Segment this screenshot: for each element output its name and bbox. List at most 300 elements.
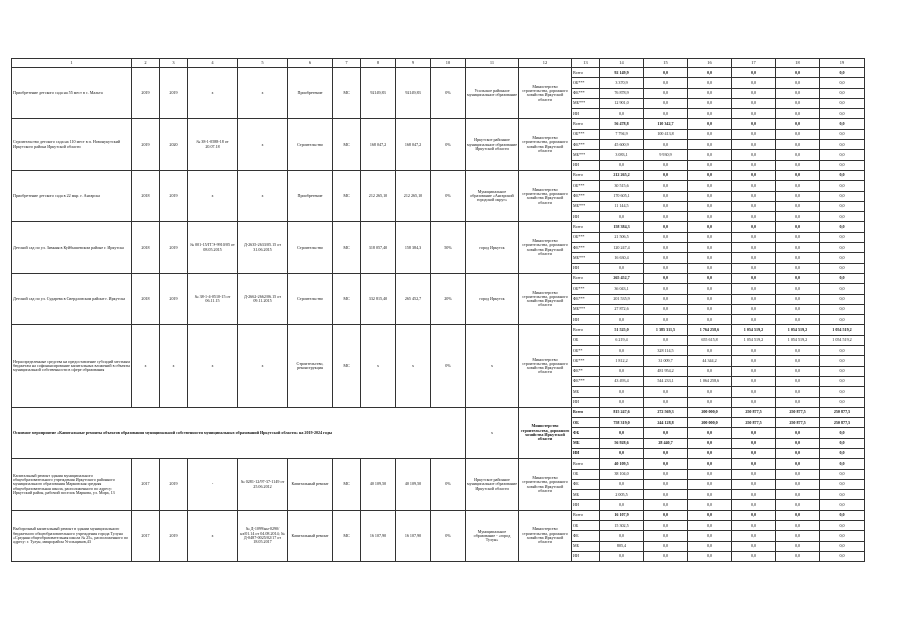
amount-cell: 0,0 <box>776 232 820 242</box>
amount-cell: 0,0 <box>776 181 820 191</box>
amount-cell: 0,0 <box>820 397 865 407</box>
amount-cell: 0,0 <box>820 129 865 139</box>
object-attribute: 0% <box>431 459 466 510</box>
amount-cell: 0,0 <box>644 469 688 479</box>
amount-cell: 0,0 <box>776 438 820 448</box>
amount-cell: 0,0 <box>688 109 732 119</box>
object-name: Детский сад по ул. Сударева в Свердловском районе г. Иркутска <box>12 273 132 324</box>
amount-cell: 0,0 <box>732 201 776 211</box>
funding-source: ИИ <box>572 315 600 325</box>
amount-cell: 0,0 <box>776 448 820 458</box>
amount-cell: 0,0 <box>820 428 865 438</box>
column-number: 6 <box>288 59 333 68</box>
object-attribute: 2019 <box>160 510 188 561</box>
amount-cell: 272 569,3 <box>644 407 688 417</box>
object-attribute: 40 109,50 <box>396 459 431 510</box>
column-number: 5 <box>238 59 288 68</box>
funding-source: МБ <box>572 438 600 448</box>
object-attribute: Приобретение <box>288 68 333 119</box>
amount-cell: 0,0 <box>776 479 820 489</box>
amount-cell: 0,0 <box>688 253 732 263</box>
funding-source: ФБ <box>572 531 600 541</box>
funding-source: МБ <box>572 541 600 551</box>
object-attribute: x <box>238 170 288 221</box>
section-row <box>12 407 865 417</box>
amount-cell: 0,0 <box>776 222 820 232</box>
object-attribute: Министерство строительства, дорожного хозяйства Иркутской области <box>519 68 572 119</box>
amount-cell: 0,0 <box>776 109 820 119</box>
object-name: Приобретение детского сада в 22 мкр. г. Ангарска <box>12 170 132 221</box>
amount-cell: 0,0 <box>600 479 644 489</box>
funding-source: ФБ** <box>572 366 600 376</box>
column-number: 13 <box>572 59 600 68</box>
amount-cell: 0,0 <box>820 201 865 211</box>
amount-cell: 0,0 <box>732 119 776 129</box>
object-attribute: x <box>466 325 519 407</box>
object-attribute: МС <box>333 273 361 324</box>
amount-cell: 0,0 <box>732 212 776 222</box>
object-attribute: Иркутское районное муниципальное образование Иркутской области <box>466 459 519 510</box>
table-row <box>12 170 865 180</box>
amount-cell: 0,0 <box>688 243 732 253</box>
object-attribute: Д-2662-2662/06.15 от 09.11.2015 <box>238 273 288 324</box>
amount-cell: 0,0 <box>644 448 688 458</box>
amount-cell: 0,0 <box>600 160 644 170</box>
funding-source: ФБ*** <box>572 376 600 386</box>
amount-cell: 0,0 <box>600 500 644 510</box>
amount-cell: 11 144,5 <box>600 201 644 211</box>
amount-cell: 0,0 <box>732 78 776 88</box>
column-number: 16 <box>688 59 732 68</box>
amount-cell: 0,0 <box>688 366 732 376</box>
amount-cell: 0,0 <box>644 315 688 325</box>
amount-cell: 0,0 <box>688 170 732 180</box>
object-attribute: Приобретение <box>288 170 333 221</box>
amount-cell: 655 615,8 <box>688 335 732 345</box>
amount-cell: 0,0 <box>776 273 820 283</box>
amount-cell: 1 054 519,2 <box>776 325 820 335</box>
amount-cell: 0,0 <box>732 469 776 479</box>
amount-cell: 0,0 <box>776 376 820 386</box>
amount-cell: 0,0 <box>820 500 865 510</box>
amount-cell: 0,0 <box>732 140 776 150</box>
amount-cell: 0,0 <box>776 490 820 500</box>
amount-cell: 0,0 <box>732 521 776 531</box>
amount-cell: 0,0 <box>820 160 865 170</box>
object-attribute: x <box>238 325 288 407</box>
object-attribute: Министерство строительства, дорожного хозяйства Иркутской области <box>519 325 572 407</box>
funding-source: Всего <box>572 222 600 232</box>
column-number: 18 <box>776 59 820 68</box>
amount-cell: 0,0 <box>820 459 865 469</box>
amount-cell: 0,0 <box>732 109 776 119</box>
amount-cell: 0,0 <box>600 315 644 325</box>
amount-cell: 0,0 <box>776 387 820 397</box>
funding-source: ФБ*** <box>572 140 600 150</box>
amount-cell: 0,0 <box>644 294 688 304</box>
amount-cell: 0,0 <box>776 294 820 304</box>
amount-cell: 0,0 <box>644 490 688 500</box>
amount-cell: 0,0 <box>732 253 776 263</box>
amount-cell: 0,0 <box>776 78 820 88</box>
amount-cell: 0,0 <box>688 191 732 201</box>
amount-cell: 0,0 <box>644 78 688 88</box>
object-attribute: МС <box>333 459 361 510</box>
column-number: 14 <box>600 59 644 68</box>
amount-cell: 0,0 <box>820 212 865 222</box>
table-row <box>12 459 865 469</box>
funding-source: ОБ*** <box>572 232 600 242</box>
object-attribute: Иркутское районное муниципальное образование Иркутской области <box>466 119 519 170</box>
amount-cell: 0,0 <box>644 109 688 119</box>
amount-cell: 0,0 <box>688 346 732 356</box>
amount-cell: 0,0 <box>732 448 776 458</box>
column-number: 10 <box>431 59 466 68</box>
object-attribute: город Иркутск <box>466 222 519 273</box>
amount-cell: 12 901,0 <box>600 98 644 108</box>
amount-cell: 0,0 <box>820 222 865 232</box>
amount-cell: 0,0 <box>820 387 865 397</box>
amount-cell: 0,0 <box>644 500 688 510</box>
amount-cell: 0,0 <box>600 109 644 119</box>
amount-cell: 0,0 <box>644 541 688 551</box>
amount-cell: 21 506,5 <box>600 232 644 242</box>
amount-cell: 0,0 <box>644 88 688 98</box>
amount-cell: 0,0 <box>820 109 865 119</box>
amount-cell: 0,0 <box>644 98 688 108</box>
object-attribute: МС <box>333 170 361 221</box>
amount-cell: 0,0 <box>688 201 732 211</box>
amount-cell: 0,0 <box>732 356 776 366</box>
object-name: Строительство детского сада на 110 мест в п. Новонукутский Иркутского района Иркутской области <box>12 119 132 170</box>
amount-cell: 0,0 <box>820 68 865 78</box>
funding-source: ФБ*** <box>572 191 600 201</box>
amount-cell: 250 877,5 <box>732 418 776 428</box>
object-attribute: 212 265,10 <box>361 170 396 221</box>
table-body <box>12 59 865 562</box>
amount-cell: 0,0 <box>644 181 688 191</box>
amount-cell: 0,0 <box>688 510 732 520</box>
amount-cell: 0,0 <box>820 438 865 448</box>
table-row <box>12 68 865 78</box>
amount-cell: 0,0 <box>732 459 776 469</box>
amount-cell: 0,0 <box>776 284 820 294</box>
amount-cell: 0,0 <box>820 531 865 541</box>
amount-cell: 7 794,9 <box>600 129 644 139</box>
amount-cell: 15 302,5 <box>600 521 644 531</box>
amount-cell: 0,0 <box>776 315 820 325</box>
column-number: 12 <box>519 59 572 68</box>
object-attribute: 20% <box>431 273 466 324</box>
amount-cell: 3 083,1 <box>600 150 644 160</box>
amount-cell: 0,0 <box>820 346 865 356</box>
amount-cell: 45 600,9 <box>600 140 644 150</box>
amount-cell: 0,0 <box>688 428 732 438</box>
funding-source: Всего <box>572 273 600 283</box>
amount-cell: 0,0 <box>776 459 820 469</box>
table-row <box>12 510 865 520</box>
amount-cell: 0,0 <box>820 273 865 283</box>
object-attribute: Капитальный ремонт <box>288 459 333 510</box>
amount-cell: 0,0 <box>776 98 820 108</box>
object-attribute: 2019 <box>132 68 160 119</box>
funding-source: ИИ <box>572 109 600 119</box>
object-attribute: Министерство строительства, дорожного хозяйства Иркутской области <box>519 510 572 561</box>
amount-cell: 1 054 519,2 <box>776 335 820 345</box>
amount-cell: 0,0 <box>820 253 865 263</box>
amount-cell: 250 877,5 <box>820 407 865 417</box>
funding-source: ИИ <box>572 160 600 170</box>
object-attribute: x <box>188 68 238 119</box>
amount-cell: 0,0 <box>732 510 776 520</box>
funding-source: ИИ <box>572 397 600 407</box>
amount-cell: 0,0 <box>732 98 776 108</box>
amount-cell: 0,0 <box>688 315 732 325</box>
object-attribute: Министерство строительства, дорожного хозяйства Иркутской области <box>519 407 572 458</box>
object-name: Выборочный капитальный ремонт в здании муниципального бюджетного общеобразовательного учреждения города Тулуна «Средняя общеобразовательная школа № 25», расположенного по адресу: г. Тулун, микрорайон Угольщиков,43 <box>12 510 132 561</box>
funding-source: МБ*** <box>572 201 600 211</box>
amount-cell: 38 104,0 <box>600 469 644 479</box>
table-row <box>12 119 865 129</box>
amount-cell: 0,0 <box>820 191 865 201</box>
amount-cell: 0,0 <box>732 222 776 232</box>
column-number: 15 <box>644 59 688 68</box>
amount-cell: 0,0 <box>644 273 688 283</box>
amount-cell: 0,0 <box>820 356 865 366</box>
object-attribute: 158 384,3 <box>396 222 431 273</box>
object-attribute: 50% <box>431 222 466 273</box>
amount-cell: 201 535,9 <box>600 294 644 304</box>
amount-cell: 0,0 <box>776 397 820 407</box>
amount-cell: 250 877,5 <box>820 418 865 428</box>
amount-cell: 56 478,8 <box>600 119 644 129</box>
funding-source: ОБ <box>572 335 600 345</box>
amount-cell: 0,0 <box>820 119 865 129</box>
funding-source: ОБ <box>572 469 600 479</box>
amount-cell: 0,0 <box>820 243 865 253</box>
amount-cell: 0,0 <box>644 232 688 242</box>
object-attribute: 2019 <box>160 170 188 221</box>
amount-cell: 0,0 <box>776 140 820 150</box>
amount-cell: 120 247,4 <box>600 243 644 253</box>
amount-cell: 0,0 <box>688 479 732 489</box>
funding-source: ОБ** <box>572 346 600 356</box>
object-attribute: 2019 <box>160 459 188 510</box>
funding-source: МБ*** <box>572 98 600 108</box>
amount-cell: 0,0 <box>820 181 865 191</box>
amount-cell: 0,0 <box>732 551 776 561</box>
amount-cell: 0,0 <box>776 88 820 98</box>
amount-cell: 0,0 <box>776 170 820 180</box>
amount-cell: 0,0 <box>820 366 865 376</box>
object-attribute: Министерство строительства, дорожного хозяйства Иркутской области <box>519 222 572 273</box>
funding-source: Всего <box>572 68 600 78</box>
amount-cell: 0,0 <box>776 366 820 376</box>
column-number: 7 <box>333 59 361 68</box>
object-attribute: Министерство строительства, дорожного хозяйства Иркутской области <box>519 170 572 221</box>
object-name: Нераспределенные средства на предоставление субсидий местным бюджетам на софинансирование капитальных вложений в объекты муниципальной собственности в сфере образования <box>12 325 132 407</box>
amount-cell: 0,0 <box>600 531 644 541</box>
amount-cell: 0,0 <box>644 551 688 561</box>
amount-cell: 0,0 <box>776 510 820 520</box>
object-attribute: x <box>466 407 519 458</box>
object-attribute: Капитальный ремонт <box>288 510 333 561</box>
funding-source: ОБ <box>572 418 600 428</box>
amount-cell: 0,0 <box>600 397 644 407</box>
amount-cell: 1 054 519,2 <box>732 335 776 345</box>
object-attribute: МС <box>333 325 361 407</box>
object-attribute: 92149,83 <box>361 68 396 119</box>
section-title: Основное мероприятие «Капитальные ремонты объектов образования муниципальной собственности муниципальных образований Иркутской области» на 2019-2024 годы <box>12 407 466 458</box>
amount-cell: 0,0 <box>820 376 865 386</box>
amount-cell: 0,0 <box>688 469 732 479</box>
column-number: 4 <box>188 59 238 68</box>
amount-cell: 0,0 <box>688 129 732 139</box>
column-number: 2 <box>132 59 160 68</box>
object-attribute: Строительство <box>288 273 333 324</box>
amount-cell: 110 342,7 <box>644 119 688 129</box>
amount-cell: 0,0 <box>776 531 820 541</box>
amount-cell: 30 515,6 <box>600 181 644 191</box>
object-attribute: Строительство <box>288 119 333 170</box>
object-attribute: МС <box>333 222 361 273</box>
amount-cell: 0,0 <box>732 490 776 500</box>
column-number: 3 <box>160 59 188 68</box>
amount-cell: 0,0 <box>820 448 865 458</box>
amount-cell: 0,0 <box>732 541 776 551</box>
object-attribute: x <box>132 325 160 407</box>
amount-cell: 0,0 <box>820 294 865 304</box>
amount-cell: 1 385 311,5 <box>644 325 688 335</box>
column-number: 8 <box>361 59 396 68</box>
amount-cell: 16 107,9 <box>600 510 644 520</box>
funding-source: МБ <box>572 387 600 397</box>
amount-cell: 0,0 <box>776 346 820 356</box>
funding-source: ИИ <box>572 212 600 222</box>
amount-cell: 544 233,1 <box>644 376 688 386</box>
amount-cell: 250 877,5 <box>732 407 776 417</box>
amount-cell: 0,0 <box>600 448 644 458</box>
amount-cell: 56 928,6 <box>600 438 644 448</box>
amount-cell: 0,0 <box>732 346 776 356</box>
amount-cell: 0,0 <box>644 397 688 407</box>
object-attribute: x <box>361 325 396 407</box>
amount-cell: 0,0 <box>732 387 776 397</box>
funding-source: МБ*** <box>572 304 600 314</box>
funding-source: МБ*** <box>572 253 600 263</box>
amount-cell: 0,0 <box>820 469 865 479</box>
object-attribute: 2017 <box>132 459 160 510</box>
object-attribute: x <box>238 119 288 170</box>
amount-cell: 0,0 <box>820 304 865 314</box>
object-attribute: x <box>188 325 238 407</box>
amount-cell: 265 452,7 <box>600 273 644 283</box>
object-attribute: 318 057,40 <box>361 222 396 273</box>
amount-cell: 0,0 <box>732 191 776 201</box>
amount-cell: 0,0 <box>820 315 865 325</box>
object-attribute: 168 047,2 <box>361 119 396 170</box>
amount-cell: 0,0 <box>688 140 732 150</box>
amount-cell: 0,0 <box>732 273 776 283</box>
object-attribute: 40 109,50 <box>361 459 396 510</box>
amount-cell: 0,0 <box>688 500 732 510</box>
object-attribute: 16 107,90 <box>361 510 396 561</box>
amount-cell: 0,0 <box>688 150 732 160</box>
object-attribute: № 38-1-4-0510-15 от 06.11.15 <box>188 273 238 324</box>
amount-cell: 0,0 <box>688 438 732 448</box>
amount-cell: 0,0 <box>732 500 776 510</box>
amount-cell: 0,0 <box>644 243 688 253</box>
amount-cell: 0,0 <box>600 346 644 356</box>
funding-source: ИИ <box>572 448 600 458</box>
amount-cell: 0,0 <box>776 129 820 139</box>
amount-cell: 0,0 <box>776 356 820 366</box>
amount-cell: 76 878,9 <box>600 88 644 98</box>
amount-cell: 92 149,9 <box>600 68 644 78</box>
amount-cell: 0,0 <box>688 212 732 222</box>
object-attribute: Д-2635-2633/05.15 от 31.06.2015 <box>238 222 288 273</box>
funding-source: ФБ <box>572 428 600 438</box>
amount-cell: 0,0 <box>644 284 688 294</box>
amount-cell: 0,0 <box>776 521 820 531</box>
object-name: Детский сад по ул. Зимняя в Куйбышевском районе г. Иркутска <box>12 222 132 273</box>
amount-cell: 0,0 <box>820 521 865 531</box>
funding-source: Всего <box>572 170 600 180</box>
amount-cell: 0,0 <box>732 243 776 253</box>
amount-cell: 0,0 <box>688 88 732 98</box>
amount-cell: 0,0 <box>644 140 688 150</box>
amount-cell: 2 005,5 <box>600 490 644 500</box>
amount-cell: 0,0 <box>688 459 732 469</box>
amount-cell: 0,0 <box>776 263 820 273</box>
amount-cell: 1 812,2 <box>600 356 644 366</box>
amount-cell: 1 064 258,6 <box>688 376 732 386</box>
amount-cell: 250 877,5 <box>776 407 820 417</box>
funding-source: Всего <box>572 119 600 129</box>
object-attribute: x <box>188 170 238 221</box>
amount-cell: 0,0 <box>732 315 776 325</box>
amount-cell: 0,0 <box>732 304 776 314</box>
amount-cell: 0,0 <box>600 387 644 397</box>
amount-cell: 200 000,0 <box>688 407 732 417</box>
object-name: Приобретение детского сада на 55 мест в с. Мальта <box>12 68 132 119</box>
object-attribute: Муниципальное образование «Ангарский городской округ» <box>466 170 519 221</box>
amount-cell: 0,0 <box>600 212 644 222</box>
column-number: 19 <box>820 59 865 68</box>
funding-source: МБ*** <box>572 150 600 160</box>
amount-cell: 1 054 519,2 <box>820 325 865 335</box>
amount-cell: 0,0 <box>776 150 820 160</box>
amount-cell: 43 493,4 <box>600 376 644 386</box>
amount-cell: 0,0 <box>732 160 776 170</box>
amount-cell: 158 384,3 <box>600 222 644 232</box>
funding-source: ФБ*** <box>572 294 600 304</box>
amount-cell: 0,0 <box>688 304 732 314</box>
amount-cell: 0,0 <box>688 521 732 531</box>
amount-cell: 250 877,5 <box>776 418 820 428</box>
funding-source: Всего <box>572 459 600 469</box>
object-attribute: 0% <box>431 325 466 407</box>
amount-cell: 0,0 <box>732 232 776 242</box>
amount-cell: 0,0 <box>776 212 820 222</box>
amount-cell: 0,0 <box>644 459 688 469</box>
amount-cell: 0,0 <box>644 253 688 263</box>
amount-cell: 44 344,2 <box>688 356 732 366</box>
amount-cell: 200 000,0 <box>688 418 732 428</box>
funding-source: ИИ <box>572 263 600 273</box>
amount-cell: 0,0 <box>644 201 688 211</box>
amount-cell: 0,0 <box>688 294 732 304</box>
